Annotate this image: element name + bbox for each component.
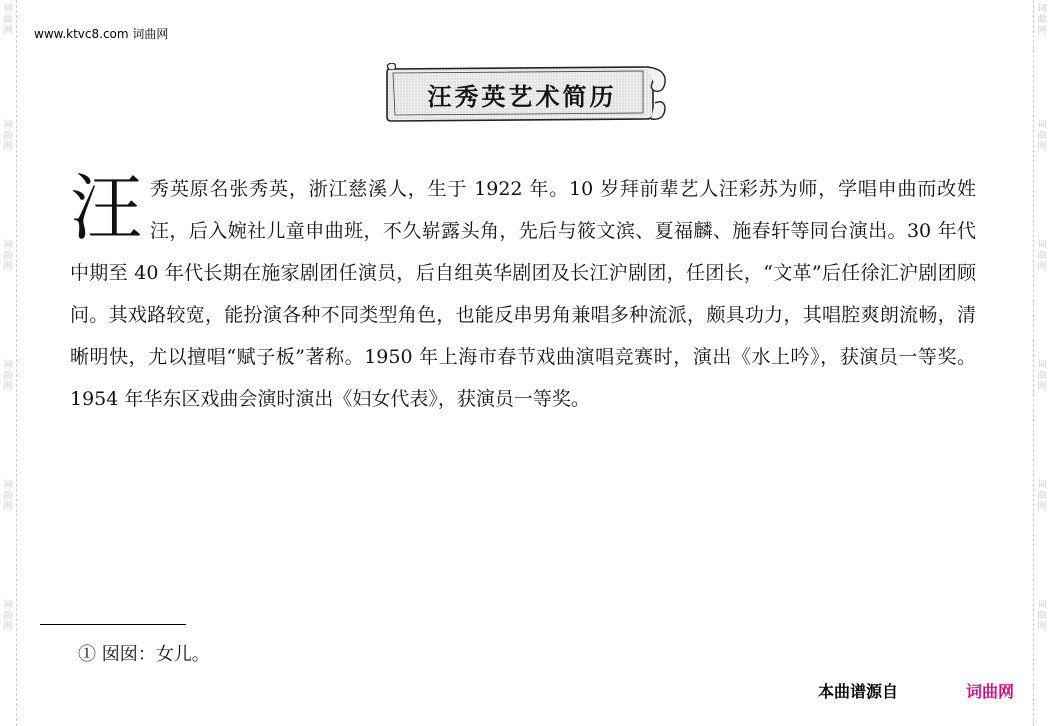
footnote: ① 囡囡：女儿。 [78, 644, 210, 665]
watermark-text: 词曲网 [3, 4, 13, 36]
watermark-text: 词曲网 [1037, 480, 1047, 512]
footnote-divider [40, 624, 186, 625]
watermark-text: 词曲网 [1037, 360, 1047, 392]
watermark-text: 词曲网 [3, 120, 13, 152]
site-logo[interactable]: 词曲网 [966, 682, 1015, 701]
biography-text: 秀英原名张秀英，浙江慈溪人，生于 1922 年。10 岁拜前辈艺人汪彩苏为师，学唱申曲而改姓汪，后入婉社儿童申曲班，不久崭露头角，先后与筱文滨、夏福麟、施春轩等同台演出。30 年代中期至 40 年代长期在施家剧团任演员，后自组英华剧团及长江沪剧团，任团长，“文革”后任徐汇沪剧团顾问。其戏路较宽，能扮演各种不同类型角色，也能反串男角兼唱多种流派，颇具功力，其唱腔爽朗流畅，清晰明快，尤以擅唱“赋子板”著称。1950 年上海市春节戏曲演唱竞赛时，演出《水上吟》，获演员一等奖。1954 年华东区戏曲会演时演出《妇女代表》，获演员一等奖。 [70, 178, 976, 410]
right-margin-strip [1033, 0, 1050, 726]
watermark-text: 词曲网 [3, 600, 13, 632]
page-title: 汪秀英艺术简历 [427, 82, 617, 111]
watermark-text: 词曲网 [3, 360, 13, 392]
biography-paragraph [70, 168, 976, 420]
title-banner [385, 63, 669, 123]
watermark-text: 词曲网 [1037, 240, 1047, 272]
watermark-text: 词曲网 [1037, 4, 1047, 36]
watermark-text: 词曲网 [1037, 120, 1047, 152]
watermark-text: 词曲网 [1037, 600, 1047, 632]
left-margin-strip [0, 0, 17, 726]
watermark-text: 词曲网 [3, 480, 13, 512]
source-label: 本曲谱源自 [818, 682, 899, 701]
watermark-text: 词曲网 [3, 240, 13, 272]
drop-cap: 汪 [70, 166, 143, 250]
site-url[interactable]: www.ktvc8.com 词曲网 [34, 27, 169, 41]
